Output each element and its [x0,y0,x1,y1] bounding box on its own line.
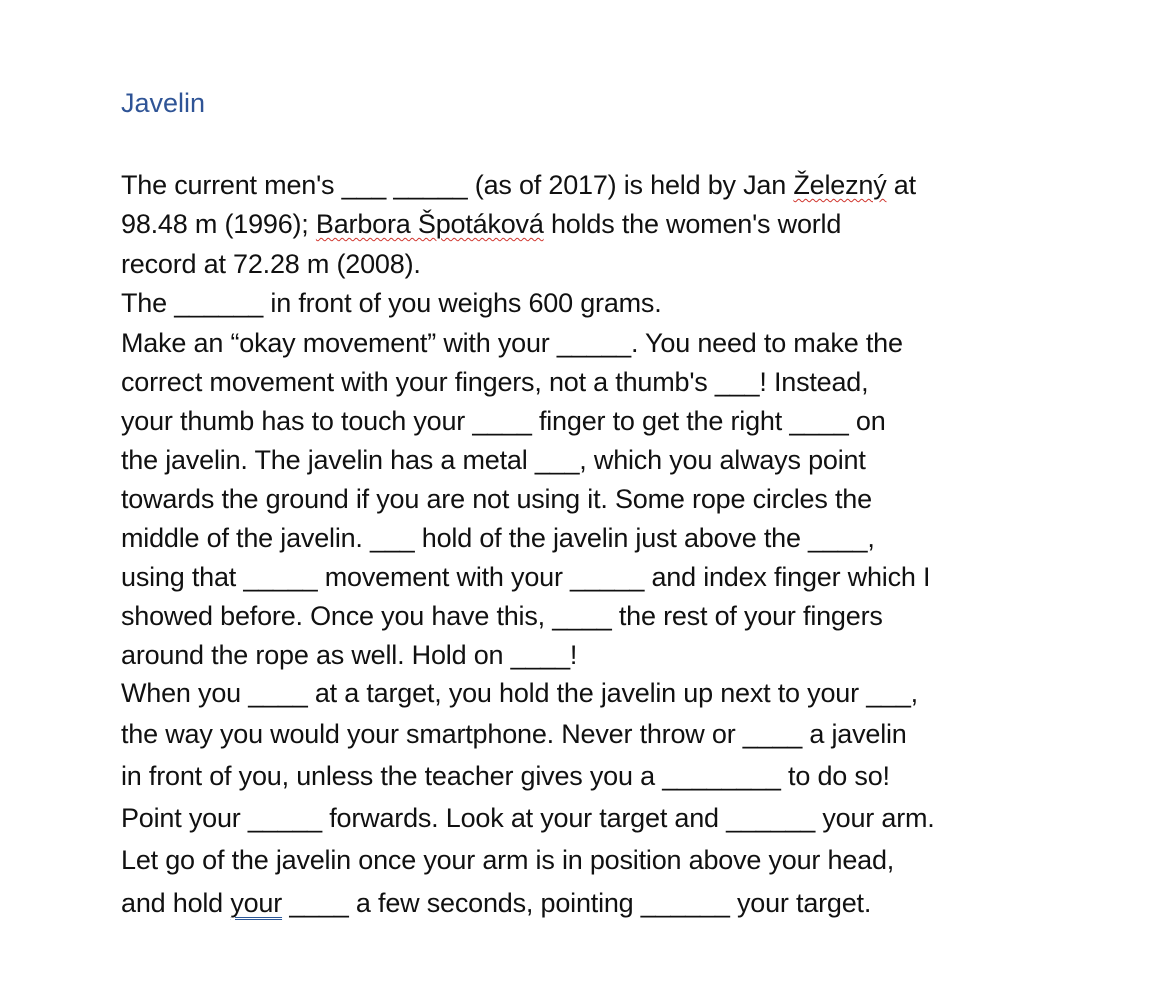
grammar-flag-word: your [230,888,283,918]
text-line [121,211,841,238]
text-line [121,680,918,707]
text-segment: Point your _____ forwards. Look at your target and ______ your arm. [121,803,935,833]
text-segment: towards the ground if you are not using it. Some rope circles the [121,484,872,514]
text-segment: using that _____ movement with your _____ and index finger which I [121,562,931,592]
text-line [121,172,916,199]
text-segment: record at 72.28 m (2008). [121,249,421,279]
text-line [121,369,868,396]
text-segment: at [886,170,916,200]
text-line [121,603,883,630]
document-title: Javelin [121,88,206,118]
text-line [121,805,935,832]
text-line [121,763,890,790]
text-line [121,847,894,874]
text-segment: your thumb has to touch your ____ finger to get the right ____ on [121,406,886,436]
text-line [121,290,662,317]
text-segment: the way you would your smartphone. Never throw or ____ a javelin [121,719,907,749]
text-line [121,408,886,435]
text-line [121,525,875,552]
text-segment: When you ____ at a target, you hold the javelin up next to your ___, [121,678,918,708]
text-segment: and hold [121,888,231,918]
text-segment: Make an “okay movement” with your _____. You need to make the [121,328,903,358]
text-line [121,330,903,357]
text-segment: correct movement with your fingers, not a thumb's ___! Instead, [121,367,869,397]
text-segment: showed before. Once you have this, ____ the rest of your fingers [121,601,883,631]
text-segment: around the rope as well. Hold on ____! [121,640,578,670]
text-segment: holds the women's world [543,209,842,239]
text-segment: The ______ in front of you weighs 600 grams. [121,288,662,318]
text-line [121,721,907,748]
text-segment: the javelin. The javelin has a metal ___, which you always point [121,445,866,475]
text-segment: The current men's ___ _____ (as of 2017) is held by Jan [121,170,794,200]
spelling-error-word: Barbora Špotáková [315,209,544,239]
text-line [121,642,577,669]
text-segment: ____ a few seconds, pointing ______ your target. [282,888,872,918]
text-line [121,251,421,278]
text-line [121,447,866,474]
spelling-error-word: Železný [793,170,887,200]
text-segment: Let go of the javelin once your arm is in position above your head, [121,845,895,875]
text-segment: 98.48 m (1996); [121,209,316,239]
text-line [121,486,872,513]
text-segment: middle of the javelin. ___ hold of the javelin just above the ____, [121,523,875,553]
text-segment: in front of you, unless the teacher gives you a ________ to do so! [121,761,890,791]
text-line [121,564,930,591]
text-line [121,890,871,917]
